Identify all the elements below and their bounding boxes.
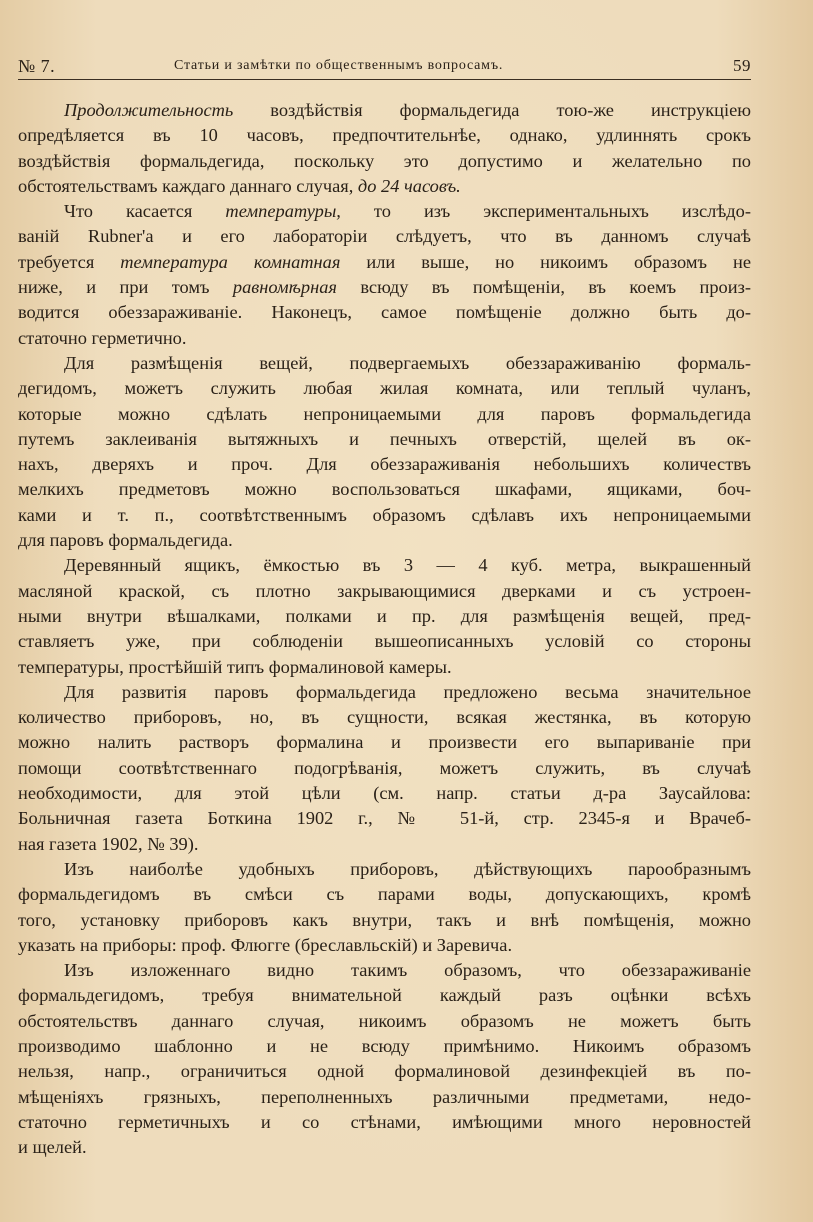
text-line [18, 857, 751, 882]
text-run: ками и т. п., соотвѣтственнымъ образомъ сдѣлавъ ихъ непроницаемыми [18, 504, 751, 525]
text-line [18, 300, 751, 325]
text-line [18, 250, 751, 275]
text-run: которые можно сдѣлать непроницаемыми для паровъ формальдегида [18, 403, 751, 424]
text-run: ная газета 1902, № 39). [18, 833, 199, 854]
text-line [18, 705, 751, 730]
text-line [18, 98, 751, 123]
text-run: ниже, и при томъ [18, 277, 233, 298]
paragraph [18, 553, 751, 679]
text-line [18, 832, 751, 857]
emphasis-text: Продолжительность [64, 100, 234, 120]
text-run: мелкихъ предметовъ можно воспользоваться шкафами, ящиками, боч- [18, 479, 751, 500]
text-run: всюду въ помѣщеніи, въ коемъ произ- [336, 277, 751, 298]
text-run: дегидомъ, можетъ служить любая жилая комната, или теплый чуланъ, [18, 378, 751, 399]
page-number: 59 [733, 56, 751, 75]
text-line [18, 503, 751, 528]
issue-number: № 7. [18, 56, 56, 76]
running-title: Статьи и замѣтки по общественнымъ вопросамъ. [174, 58, 504, 73]
text-line [18, 452, 751, 477]
text-run: производимо шаблонно и не всюду примѣнимо. Никоимъ образомъ [18, 1035, 751, 1056]
text-run: и щелей. [18, 1137, 87, 1158]
text-line [18, 326, 751, 351]
text-line [18, 781, 751, 806]
text-line [18, 958, 751, 983]
text-run: того, установку приборовъ какъ внутри, такъ и внѣ помѣщенія, можно [18, 909, 751, 930]
text-run: количество приборовъ, но, въ сущности, всякая жестянка, въ которую [18, 707, 751, 728]
text-line [18, 149, 751, 174]
text-line [18, 604, 751, 629]
text-line [18, 908, 751, 933]
paragraph [18, 958, 751, 1160]
text-run: указать на приборы: проф. Флюгге (бреславльскій) и Заревича. [18, 934, 513, 955]
text-line [18, 756, 751, 781]
text-run: необходимости, для этой цѣли (см. напр. статьи д-ра Заусайлова: [18, 783, 751, 804]
text-line [18, 477, 751, 502]
text-line [18, 1009, 751, 1034]
text-run: ными внутри вѣшалками, полками и пр. для размѣщенія вещей, пред- [18, 605, 751, 626]
emphasis-text: температуры, [225, 201, 341, 222]
emphasis-text: температура комнатная [120, 251, 341, 272]
text-run: Изъ изложеннаго видно такимъ образомъ, что обеззараживаніе [64, 960, 751, 981]
text-run: для паровъ формальдегида. [18, 530, 233, 551]
text-line [18, 730, 751, 755]
text-line [18, 275, 751, 300]
text-line [18, 1085, 751, 1110]
paragraph [18, 98, 751, 199]
text-run: Деревянный ящикъ, ёмкостью въ 3 — 4 куб. метра, выкрашенный [64, 555, 751, 576]
text-run: формальдегидомъ въ смѣси съ парами воды, допускающихъ, кромѣ [18, 884, 751, 905]
paragraph [18, 680, 751, 857]
text-line [18, 402, 751, 427]
text-line [18, 553, 751, 578]
text-line [18, 680, 751, 705]
text-line [18, 983, 751, 1008]
text-line [18, 806, 751, 831]
text-line [18, 655, 751, 680]
text-line [18, 1059, 751, 1084]
body-text [18, 98, 751, 1160]
text-line [18, 629, 751, 654]
paragraph [18, 199, 751, 351]
text-run: воздѣйствія формальдегида, поскольку это допустимо и желательно по [18, 150, 751, 171]
text-line [18, 1110, 751, 1135]
text-run: масляной краской, съ плотно закрывающимися дверками и съ устроен- [18, 580, 751, 601]
text-line [18, 123, 751, 148]
text-run: Для развитія паровъ формальдегида предложено весьма значительное [64, 681, 751, 702]
text-run: обстоятельствамъ каждаго даннаго случая, [18, 175, 358, 196]
text-line [18, 199, 751, 224]
text-run: нахъ, дверяхъ и проч. Для обеззараживанія небольшихъ количествъ [18, 454, 751, 475]
text-run: температуры, простѣйшій типъ формалиновой камеры. [18, 656, 452, 677]
text-line [18, 882, 751, 907]
text-run: можно налить растворъ формалина и произвести его выпариваніе при [18, 732, 751, 753]
text-line [18, 174, 751, 199]
text-run: нельзя, напр., ограничиться одной формалиновой дезинфекціей въ по- [18, 1061, 751, 1082]
text-run: требуется [18, 251, 121, 272]
paragraph [18, 857, 751, 958]
text-run: опредѣляется въ 10 часовъ, предпочтительнѣе, однако, удлиннять срокъ [18, 125, 751, 146]
text-line [18, 376, 751, 401]
text-line [18, 1034, 751, 1059]
text-run: воздѣйствія формальдегида тою-же инструкціею [233, 100, 751, 120]
text-line [18, 224, 751, 249]
text-line [18, 933, 751, 958]
running-head [18, 52, 751, 78]
paragraph [18, 351, 751, 553]
text-line [18, 528, 751, 553]
text-line [18, 1135, 751, 1160]
emphasis-text: до 24 часовъ. [357, 175, 461, 196]
text-run: помощи соотвѣтственнаго подогрѣванія, можетъ служить, въ случаѣ [18, 757, 751, 778]
text-line [18, 427, 751, 452]
text-run: Для размѣщенія вещей, подвергаемыхъ обеззараживанію формаль- [64, 352, 751, 373]
emphasis-text: равномѣрная [232, 277, 337, 298]
text-run: водится обеззараживаніе. Наконецъ, самое помѣщеніе должно быть до- [18, 302, 751, 323]
text-run: ваній Rubner'а и его лабораторіи слѣдуетъ, что въ данномъ случаѣ [18, 226, 751, 247]
text-run: или выше, но никоимъ образомъ не [340, 251, 751, 272]
text-run: Что касается [64, 201, 226, 222]
text-run: Изъ наиболѣе удобныхъ приборовъ, дѣйствующихъ парообразнымъ [64, 858, 751, 879]
text-run: Больничная газета Боткина 1902 г., № 51-й, стр. 2345-я и Врачеб- [18, 808, 751, 829]
header-rule [18, 79, 751, 80]
text-line [18, 351, 751, 376]
text-run: ставляетъ уже, при соблюденіи вышеописанныхъ условій со стороны [18, 631, 751, 652]
text-run: мѣщеніяхъ грязныхъ, переполненныхъ различными предметами, недо- [18, 1086, 751, 1107]
text-run: статочно герметично. [18, 327, 187, 348]
text-run: то изъ экспериментальныхъ изслѣдо- [340, 201, 751, 222]
text-run: формальдегидомъ, требуя внимательной каждый разъ оцѣнки всѣхъ [18, 985, 751, 1006]
text-run: путемъ заклеиванія вытяжныхъ и печныхъ отверстій, щелей въ ок- [18, 428, 751, 449]
text-line [18, 579, 751, 604]
text-run: обстоятельствъ даннаго случая, никоимъ образомъ не можетъ быть [18, 1010, 751, 1031]
text-run: статочно герметичныхъ и со стѣнами, имѣющими много неровностей [18, 1111, 751, 1132]
